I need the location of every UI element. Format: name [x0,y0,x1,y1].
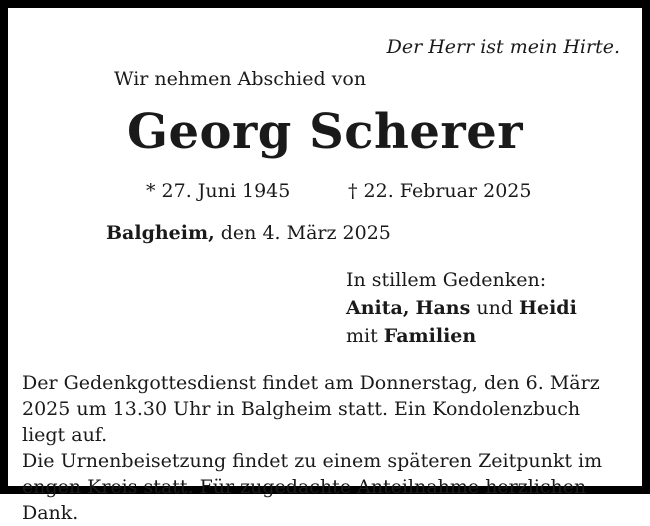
mourners-names [346,294,577,322]
mourner-heidi: Heidi [519,297,577,319]
place-name: Balgheim, [106,222,215,244]
deceased-name: Georg Scherer [126,104,524,160]
birth-date: * 27. Juni 1945 [146,180,291,202]
mourners-conjunction: und [470,297,520,319]
death-date: † 22. Februar 2025 [348,180,532,202]
mourner-anita: Anita, [346,297,410,319]
mourner-hans: Hans [415,297,471,319]
place-and-date [106,222,391,244]
closing-text [22,370,627,526]
notice-date: den 4. März 2025 [214,222,391,244]
mourners-families [346,322,577,350]
mourners-families-label: Familien [383,325,477,347]
mourners-heading: In stillem Gedenken: [346,269,547,291]
service-info: Der Gedenkgottesdienst findet am Donnerstag, den 6. März 2025 um 13.30 Uhr in Balgheim statt. Ein Kondolenzbuch liegt auf. [22,372,600,446]
mourners-block [346,266,577,350]
mourners-with: mit [346,325,384,347]
motto-quote: Der Herr ist mein Hirte. [386,36,620,58]
burial-info: Die Urnenbeisetzung findet zu einem späteren Zeitpunkt im engen Kreis statt. Für zugedachte Anteilnahme herzlichen Dank. [22,450,603,524]
intro-text: Wir nehmen Abschied von [114,68,367,90]
